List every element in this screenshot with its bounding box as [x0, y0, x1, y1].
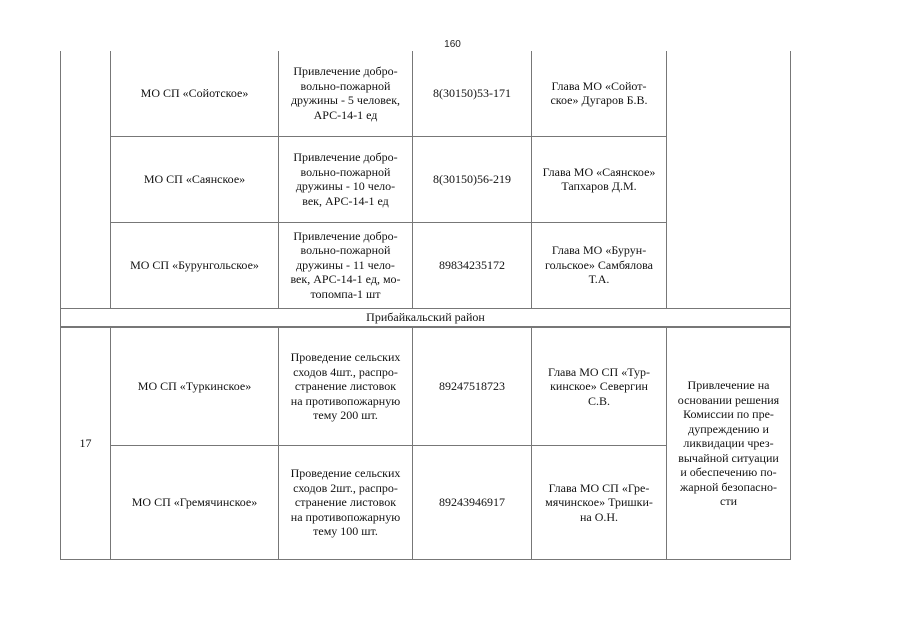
phone-cell: 89243946917: [413, 446, 532, 560]
basis-cell: Привлечение на основании решения Комиссии по пре- дупреждению и ликвидации чрез- вычайной ситуации и обеспечению по- жарной безопасно- сти: [667, 327, 791, 560]
table-row: [61, 327, 791, 446]
head-cell: Глава МО СП «Гре- мячинское» Тришки- на О.Н.: [532, 446, 667, 560]
head-cell: Глава МО «Сойот- ское» Дугаров Б.В.: [532, 51, 667, 136]
basis-cell: [667, 51, 791, 308]
org-cell: МО СП «Саянское»: [111, 136, 279, 222]
phone-cell: 8(30150)56-219: [413, 136, 532, 222]
region-title: Прибайкальский район: [61, 308, 791, 327]
phone-cell: 89247518723: [413, 327, 532, 446]
page-number: 160: [444, 39, 461, 50]
org-cell: МО СП «Туркинское»: [111, 327, 279, 446]
head-cell: Глава МО СП «Тур- кинское» Севергин С.В.: [532, 327, 667, 446]
phone-cell: 8(30150)53-171: [413, 51, 532, 136]
org-cell: МО СП «Бурунгольское»: [111, 222, 279, 308]
measures-cell: Проведение сельских сходов 4шт., распро- странение листовок на противопожарную тему 200 шт.: [279, 327, 413, 446]
measures-cell: Привлечение добро- вольно-пожарной дружины - 11 чело- век, АРС-14-1 ед, мо- топомпа-1 шт: [279, 222, 413, 308]
measures-cell: Привлечение добро- вольно-пожарной дружины - 10 чело- век, АРС-14-1 ед: [279, 136, 413, 222]
measures-cell: Привлечение добро- вольно-пожарной дружины - 5 человек, АРС-14-1 ед: [279, 51, 413, 136]
number-cell: [61, 51, 111, 308]
phone-cell: 89834235172: [413, 222, 532, 308]
number-cell: 17: [61, 327, 111, 560]
org-cell: МО СП «Гремячинское»: [111, 446, 279, 560]
org-cell: МО СП «Сойотское»: [111, 51, 279, 136]
head-cell: Глава МО «Саянское» Тапхаров Д.М.: [532, 136, 667, 222]
measures-cell: Проведение сельских сходов 2шт., распро- странение листовок на противопожарную тему 100 шт.: [279, 446, 413, 560]
table-row: [61, 51, 791, 136]
region-row: [61, 308, 791, 327]
measures-table: [60, 51, 791, 560]
head-cell: Глава МО «Бурун- гольское» Самбялова Т.А.: [532, 222, 667, 308]
